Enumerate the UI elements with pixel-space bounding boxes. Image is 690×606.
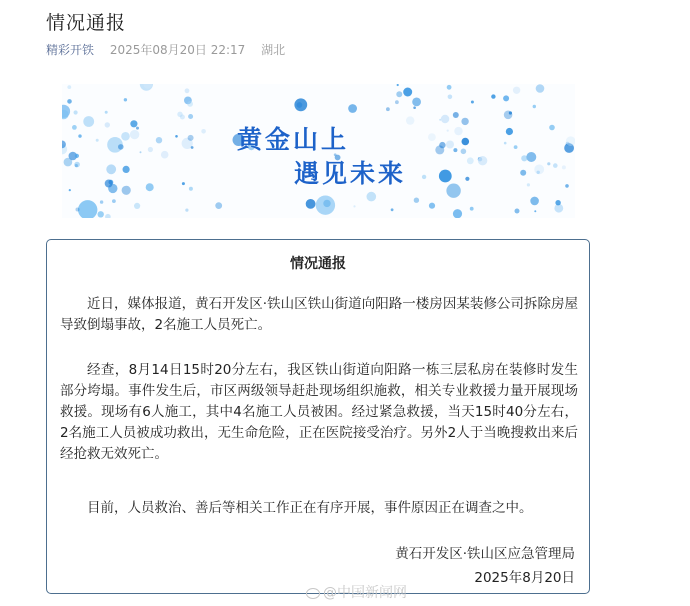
banner-dot — [72, 125, 77, 130]
banner-dot — [75, 154, 79, 158]
banner-dot — [83, 116, 94, 127]
banner-dot — [121, 132, 130, 141]
banner-slogan-line1: 黄金山上 — [237, 125, 350, 154]
banner-dot — [118, 144, 124, 150]
banner-dot — [515, 209, 520, 214]
banner-dot — [403, 88, 412, 97]
banner-slogan-line2: 遇见未来 — [294, 159, 407, 188]
banner-dot — [536, 84, 545, 93]
banner-dot — [441, 115, 449, 123]
banner-dot — [462, 138, 470, 146]
banner-dot — [453, 112, 459, 118]
banner-dot — [67, 85, 71, 89]
banner-dot — [185, 209, 188, 212]
banner-dot — [414, 198, 419, 203]
notice-heading: 情况通报 — [290, 256, 346, 272]
banner-dot — [187, 101, 193, 107]
banner-dot — [316, 196, 335, 215]
banner-dot — [161, 151, 169, 159]
banner-dot — [105, 180, 113, 188]
publish-location: 湖北 — [261, 43, 286, 57]
article-meta — [46, 41, 285, 58]
banner-dot — [453, 209, 462, 218]
banner-dot — [397, 84, 399, 86]
banner-dot — [348, 104, 357, 113]
notice-image — [46, 239, 590, 594]
banner-dot — [446, 184, 460, 198]
banner-dot — [470, 207, 474, 211]
banner-dot — [467, 157, 474, 164]
banner-dot — [136, 127, 139, 130]
banner-dot — [140, 151, 142, 153]
banner-dot — [175, 135, 178, 138]
banner-dot — [453, 148, 457, 152]
banner-dot — [188, 135, 194, 141]
banner-dot — [435, 145, 444, 154]
banner-dot — [98, 211, 104, 217]
banner-dot — [96, 139, 99, 142]
banner-dot — [75, 164, 78, 167]
watermark — [306, 582, 407, 602]
banner-dot — [513, 87, 520, 94]
banner-dot — [565, 184, 569, 188]
banner-dot — [533, 105, 536, 108]
banner-dot — [504, 142, 507, 145]
banner-dot — [549, 125, 555, 131]
banner-dot — [429, 203, 435, 209]
weibo-icon — [306, 588, 320, 599]
banner-dot — [534, 210, 536, 212]
banner-dot — [148, 147, 153, 152]
article-title: 情况通报 — [46, 12, 127, 34]
banner-dot — [461, 118, 468, 125]
banner-dot — [526, 152, 536, 162]
banner-dot — [78, 134, 81, 137]
banner-dot — [530, 197, 539, 206]
banner-dot — [465, 177, 469, 181]
banner-dot — [520, 170, 526, 176]
banner-dot — [105, 214, 111, 218]
banner-dot — [67, 99, 72, 104]
banner-dot — [130, 130, 139, 139]
banner-dot — [478, 156, 487, 165]
banner-dot — [461, 149, 467, 155]
banner-dot — [306, 199, 316, 209]
banner-dot — [106, 164, 116, 174]
banner-dot — [294, 98, 307, 111]
banner-dot — [100, 200, 103, 203]
banner-dot — [64, 158, 73, 167]
banner-dot — [215, 202, 222, 209]
banner-dot — [69, 189, 71, 191]
banner-dot — [439, 170, 452, 183]
banner-dot — [509, 111, 512, 114]
banner-dot — [130, 120, 137, 127]
banner-dot — [182, 182, 185, 185]
banner-dot — [76, 208, 80, 212]
banner-dot — [124, 98, 127, 101]
banner-dot — [146, 183, 154, 191]
banner-dot — [413, 106, 416, 109]
banner-dot — [391, 208, 394, 211]
banner-dot — [547, 162, 550, 165]
banner-dot — [134, 203, 140, 209]
banner-dot — [406, 116, 414, 124]
notice-paragraph-2: 经查，8月14日15时20分左右，我区铁山街道向阳路一栋三层私房在装修时发生部分垮塌。事件发生后，市区两级领导赶赴现场组织施救，相关专业救援力量开展现场救援。现场有6人施工，其中4名施工人员被困。经过紧急救援，当天15时40分左右，2名施工人员被成功救出，无生命危险，正在医院接受治疗。另外2人于当晚搜救出来后经抢救无效死亡。 — [60, 362, 578, 462]
banner-dot — [156, 137, 162, 143]
banner-dot — [514, 145, 518, 149]
banner-dot — [191, 146, 194, 149]
banner-dot — [471, 101, 474, 104]
banner-dot — [537, 171, 540, 174]
banner-dot — [412, 98, 421, 107]
banner-dot — [491, 94, 495, 98]
banner-dot — [353, 205, 355, 207]
banner-dot — [446, 141, 454, 149]
banner-dot — [422, 175, 426, 179]
banner-dot — [395, 100, 399, 104]
banner-dot — [553, 163, 558, 168]
banner-dot — [447, 85, 452, 90]
banner-dot — [562, 165, 566, 169]
banner-dot — [189, 187, 193, 191]
banner-dot — [367, 192, 377, 202]
banner-dot — [521, 155, 527, 161]
banner-dot — [447, 130, 449, 132]
notice-signature-org: 黄石开发区·铁山区应急管理局 — [395, 546, 575, 562]
watermark-text: @中国新闻网 — [323, 585, 407, 601]
banner-image — [62, 84, 575, 218]
banner-dot — [201, 129, 206, 134]
notice-paragraph-1: 近日，媒体报道，黄石开发区·铁山区铁山街道向阳路一楼房因某装修公司拆除房屋导致倒塌事故，2名施工人员死亡。 — [60, 296, 578, 333]
banner-dot — [503, 95, 509, 101]
banner-dot — [74, 110, 78, 114]
publish-datetime: 2025年08月20日 22:17 — [109, 43, 246, 57]
notice-paragraph-3: 目前，人员救治、善后等相关工作正在有序开展，事件原因正在调查之中。 — [87, 500, 533, 516]
banner-dot — [112, 199, 116, 203]
banner-dot — [506, 128, 513, 135]
banner-dot — [454, 127, 462, 135]
banner-dot — [122, 186, 131, 195]
banner-dot — [123, 166, 130, 173]
banner-dot — [177, 112, 182, 117]
notice-signature-date: 2025年8月20日 — [474, 570, 575, 586]
banner-dot — [448, 95, 453, 100]
banner-dot — [527, 183, 530, 186]
banner-dot — [105, 111, 108, 114]
banner-dot — [105, 122, 110, 127]
banner-dot — [555, 200, 560, 205]
banner-dot — [386, 107, 390, 111]
banner-dot — [188, 114, 193, 119]
banner-dot — [78, 200, 97, 218]
account-name-link[interactable]: 精彩开铁 — [46, 43, 95, 57]
banner-dot — [185, 88, 190, 93]
banner-dot — [428, 133, 436, 141]
banner-dot — [396, 91, 402, 97]
